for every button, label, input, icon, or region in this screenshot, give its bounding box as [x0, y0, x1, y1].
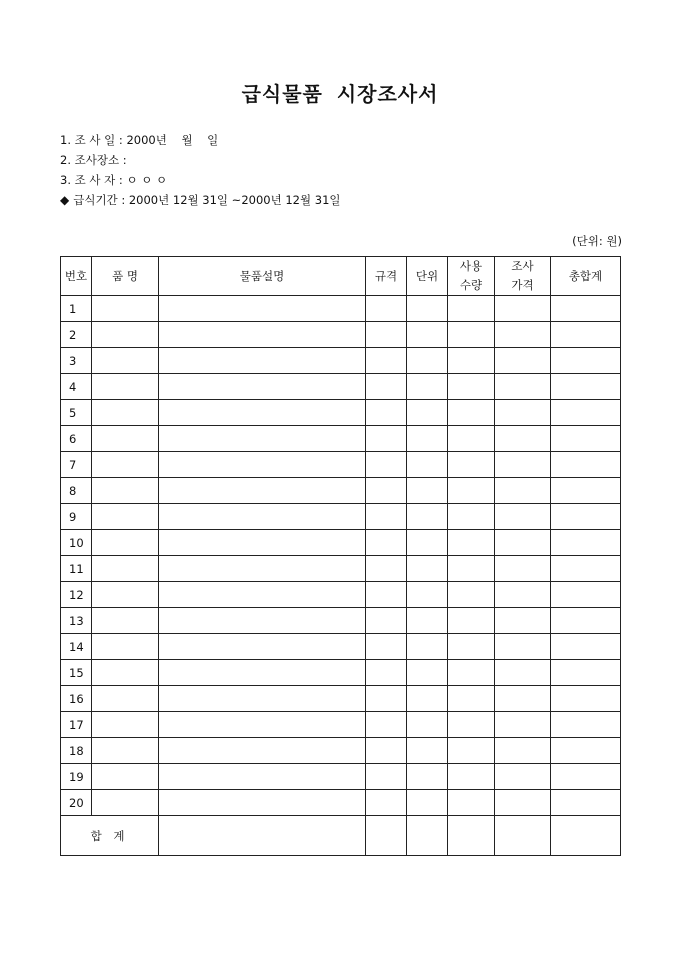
usage-qty-cell[interactable] — [448, 660, 495, 686]
usage-qty-cell[interactable] — [448, 608, 495, 634]
usage-qty-cell[interactable] — [448, 374, 495, 400]
table-row — [61, 322, 621, 348]
total-label: 합 계 — [61, 816, 159, 856]
usage-qty-cell[interactable] — [448, 478, 495, 504]
description-cell[interactable] — [159, 400, 366, 426]
header-usage-qty — [448, 257, 495, 296]
table-row — [61, 530, 621, 556]
total-cell[interactable] — [551, 426, 621, 452]
diamond-bullet-icon: ◆ — [60, 193, 70, 207]
description-cell[interactable] — [159, 426, 366, 452]
row-number: 14 — [61, 634, 92, 660]
table-row — [61, 738, 621, 764]
table-row — [61, 634, 621, 660]
survey-price-cell[interactable] — [495, 426, 551, 452]
total-cell[interactable] — [551, 504, 621, 530]
usage-qty-cell[interactable] — [448, 348, 495, 374]
item-cell[interactable] — [92, 452, 159, 478]
usage-qty-cell[interactable] — [448, 790, 495, 816]
survey-price-cell[interactable] — [495, 582, 551, 608]
unit-cell[interactable] — [407, 296, 448, 322]
total-cell[interactable] — [551, 790, 621, 816]
description-cell[interactable] — [159, 374, 366, 400]
spec-cell[interactable] — [366, 712, 407, 738]
item-cell[interactable] — [92, 582, 159, 608]
description-cell[interactable] — [159, 608, 366, 634]
row-number: 6 — [61, 426, 92, 452]
survey-price-cell[interactable] — [495, 400, 551, 426]
spec-cell[interactable] — [366, 348, 407, 374]
total-cell[interactable] — [551, 348, 621, 374]
table-row — [61, 686, 621, 712]
table-row — [61, 660, 621, 686]
table-row — [61, 348, 621, 374]
table-row — [61, 790, 621, 816]
description-cell[interactable] — [159, 764, 366, 790]
unit-cell[interactable] — [407, 634, 448, 660]
usage-qty-cell[interactable] — [448, 634, 495, 660]
usage-qty-cell[interactable] — [448, 738, 495, 764]
header-survey-price — [495, 257, 551, 296]
row-number: 13 — [61, 608, 92, 634]
spec-cell[interactable] — [366, 686, 407, 712]
header-total: 총합계 — [551, 257, 621, 296]
unit-cell[interactable] — [407, 374, 448, 400]
table-row — [61, 608, 621, 634]
total-cell[interactable] — [551, 530, 621, 556]
row-number: 19 — [61, 764, 92, 790]
spec-cell[interactable] — [366, 504, 407, 530]
document-title: 급식물품 시장조사서 — [241, 82, 439, 106]
header-usage-qty-line1: 사용 — [459, 259, 483, 273]
description-cell[interactable] — [159, 530, 366, 556]
survey-price-cell[interactable] — [495, 452, 551, 478]
total-cell[interactable] — [551, 764, 621, 790]
item-cell[interactable] — [92, 660, 159, 686]
spec-cell[interactable] — [366, 296, 407, 322]
item-cell[interactable] — [92, 738, 159, 764]
table-row — [61, 764, 621, 790]
header-unit: 단위 — [407, 257, 448, 296]
item-cell[interactable] — [92, 530, 159, 556]
spec-cell[interactable] — [366, 660, 407, 686]
unit-cell[interactable] — [407, 322, 448, 348]
header-description: 물품설명 — [159, 257, 366, 296]
description-cell[interactable] — [159, 790, 366, 816]
total-cell[interactable] — [551, 634, 621, 660]
row-number: 12 — [61, 582, 92, 608]
item-cell[interactable] — [92, 478, 159, 504]
survey-date-line: 1. 조 사 일 : 2000년 월 일 — [60, 133, 219, 147]
supply-period-line — [60, 193, 341, 207]
row-number: 18 — [61, 738, 92, 764]
unit-cell[interactable] — [407, 764, 448, 790]
spec-cell[interactable] — [366, 738, 407, 764]
unit-cell[interactable] — [407, 790, 448, 816]
total-cell[interactable] — [551, 608, 621, 634]
unit-cell[interactable] — [407, 686, 448, 712]
unit-cell[interactable] — [407, 738, 448, 764]
spec-cell[interactable] — [366, 452, 407, 478]
total-row — [61, 816, 621, 856]
survey-table — [60, 256, 621, 856]
table-row — [61, 712, 621, 738]
item-cell[interactable] — [92, 556, 159, 582]
total-cell[interactable] — [551, 400, 621, 426]
spec-cell[interactable] — [366, 400, 407, 426]
unit-cell[interactable] — [407, 452, 448, 478]
item-cell[interactable] — [92, 400, 159, 426]
total-cell[interactable] — [551, 374, 621, 400]
survey-place-line: 2. 조사장소 : — [60, 153, 127, 167]
item-cell[interactable] — [92, 634, 159, 660]
survey-price-cell[interactable] — [495, 738, 551, 764]
survey-price-cell[interactable] — [495, 686, 551, 712]
description-cell[interactable] — [159, 478, 366, 504]
row-number: 10 — [61, 530, 92, 556]
unit-cell[interactable] — [407, 608, 448, 634]
row-number: 15 — [61, 660, 92, 686]
row-number: 16 — [61, 686, 92, 712]
unit-note: (단위: 원) — [572, 234, 622, 248]
row-number: 7 — [61, 452, 92, 478]
description-cell[interactable] — [159, 738, 366, 764]
description-cell[interactable] — [159, 660, 366, 686]
row-number: 17 — [61, 712, 92, 738]
unit-cell[interactable] — [407, 348, 448, 374]
survey-price-cell[interactable] — [495, 712, 551, 738]
total-usage-qty-cell[interactable] — [448, 816, 495, 856]
usage-qty-cell[interactable] — [448, 582, 495, 608]
usage-qty-cell[interactable] — [448, 686, 495, 712]
table-row — [61, 452, 621, 478]
item-cell[interactable] — [92, 764, 159, 790]
table-row — [61, 426, 621, 452]
spec-cell[interactable] — [366, 764, 407, 790]
total-cell[interactable] — [551, 452, 621, 478]
table-row — [61, 400, 621, 426]
item-cell[interactable] — [92, 296, 159, 322]
description-cell[interactable] — [159, 582, 366, 608]
unit-cell[interactable] — [407, 712, 448, 738]
total-cell[interactable] — [551, 660, 621, 686]
spec-cell[interactable] — [366, 634, 407, 660]
spec-cell[interactable] — [366, 556, 407, 582]
unit-cell[interactable] — [407, 426, 448, 452]
supply-period-text: 급식기간 : 2000년 12월 31일 ~2000년 12월 31일 — [73, 193, 341, 207]
usage-qty-cell[interactable] — [448, 712, 495, 738]
spec-cell[interactable] — [366, 374, 407, 400]
header-survey-price-line2: 가격 — [511, 278, 534, 292]
table-row — [61, 374, 621, 400]
item-cell[interactable] — [92, 348, 159, 374]
header-row — [61, 257, 621, 296]
total-cell[interactable] — [551, 686, 621, 712]
table-row — [61, 296, 621, 322]
header-no: 번호 — [61, 257, 92, 296]
row-number: 4 — [61, 374, 92, 400]
survey-price-cell[interactable] — [495, 608, 551, 634]
row-number: 2 — [61, 322, 92, 348]
description-cell[interactable] — [159, 452, 366, 478]
usage-qty-cell[interactable] — [448, 452, 495, 478]
description-cell[interactable] — [159, 556, 366, 582]
row-number: 5 — [61, 400, 92, 426]
table-row — [61, 582, 621, 608]
item-cell[interactable] — [92, 426, 159, 452]
item-cell[interactable] — [92, 686, 159, 712]
spec-cell[interactable] — [366, 478, 407, 504]
total-cell[interactable] — [551, 582, 621, 608]
description-cell[interactable] — [159, 504, 366, 530]
row-number: 11 — [61, 556, 92, 582]
description-cell[interactable] — [159, 634, 366, 660]
spec-cell[interactable] — [366, 322, 407, 348]
table-row — [61, 556, 621, 582]
usage-qty-cell[interactable] — [448, 504, 495, 530]
total-cell[interactable] — [551, 738, 621, 764]
description-cell[interactable] — [159, 296, 366, 322]
description-cell[interactable] — [159, 712, 366, 738]
survey-price-cell[interactable] — [495, 556, 551, 582]
survey-price-cell[interactable] — [495, 764, 551, 790]
header-survey-price-line1: 조사 — [511, 259, 534, 273]
table-row — [61, 478, 621, 504]
total-cell[interactable] — [551, 322, 621, 348]
survey-price-cell[interactable] — [495, 322, 551, 348]
investigator-line: 3. 조 사 자 : ㅇ ㅇ ㅇ — [60, 173, 168, 187]
row-number: 3 — [61, 348, 92, 374]
usage-qty-cell[interactable] — [448, 322, 495, 348]
spec-cell[interactable] — [366, 530, 407, 556]
survey-price-cell[interactable] — [495, 374, 551, 400]
description-cell[interactable] — [159, 322, 366, 348]
header-usage-qty-line2: 수량 — [459, 278, 483, 292]
item-cell[interactable] — [92, 322, 159, 348]
row-number: 1 — [61, 296, 92, 322]
total-cell[interactable] — [551, 556, 621, 582]
usage-qty-cell[interactable] — [448, 530, 495, 556]
survey-price-cell[interactable] — [495, 790, 551, 816]
survey-price-cell[interactable] — [495, 660, 551, 686]
survey-price-cell[interactable] — [495, 504, 551, 530]
survey-price-cell[interactable] — [495, 530, 551, 556]
item-cell[interactable] — [92, 374, 159, 400]
total-description-cell[interactable] — [159, 816, 366, 856]
item-cell[interactable] — [92, 504, 159, 530]
usage-qty-cell[interactable] — [448, 556, 495, 582]
survey-price-cell[interactable] — [495, 348, 551, 374]
item-cell[interactable] — [92, 608, 159, 634]
unit-cell[interactable] — [407, 504, 448, 530]
row-number: 8 — [61, 478, 92, 504]
survey-price-cell[interactable] — [495, 634, 551, 660]
total-cell[interactable] — [551, 296, 621, 322]
unit-cell[interactable] — [407, 530, 448, 556]
description-cell[interactable] — [159, 348, 366, 374]
item-cell[interactable] — [92, 790, 159, 816]
row-number: 20 — [61, 790, 92, 816]
usage-qty-cell[interactable] — [448, 400, 495, 426]
spec-cell[interactable] — [366, 582, 407, 608]
total-survey-price-cell[interactable] — [495, 816, 551, 856]
usage-qty-cell[interactable] — [448, 426, 495, 452]
survey-price-cell[interactable] — [495, 296, 551, 322]
unit-cell[interactable] — [407, 556, 448, 582]
unit-cell[interactable] — [407, 582, 448, 608]
spec-cell[interactable] — [366, 608, 407, 634]
header-spec: 규격 — [366, 257, 407, 296]
unit-cell[interactable] — [407, 478, 448, 504]
total-cell[interactable] — [551, 478, 621, 504]
unit-cell[interactable] — [407, 660, 448, 686]
total-spec-cell[interactable] — [366, 816, 407, 856]
description-cell[interactable] — [159, 686, 366, 712]
unit-cell[interactable] — [407, 400, 448, 426]
usage-qty-cell[interactable] — [448, 296, 495, 322]
spec-cell[interactable] — [366, 790, 407, 816]
row-number: 9 — [61, 504, 92, 530]
header-item: 품 명 — [92, 257, 159, 296]
usage-qty-cell[interactable] — [448, 764, 495, 790]
table-row — [61, 504, 621, 530]
spec-cell[interactable] — [366, 426, 407, 452]
survey-price-cell[interactable] — [495, 478, 551, 504]
total-unit-cell[interactable] — [407, 816, 448, 856]
item-cell[interactable] — [92, 712, 159, 738]
total-cell[interactable] — [551, 712, 621, 738]
total-sum-cell[interactable] — [551, 816, 621, 856]
